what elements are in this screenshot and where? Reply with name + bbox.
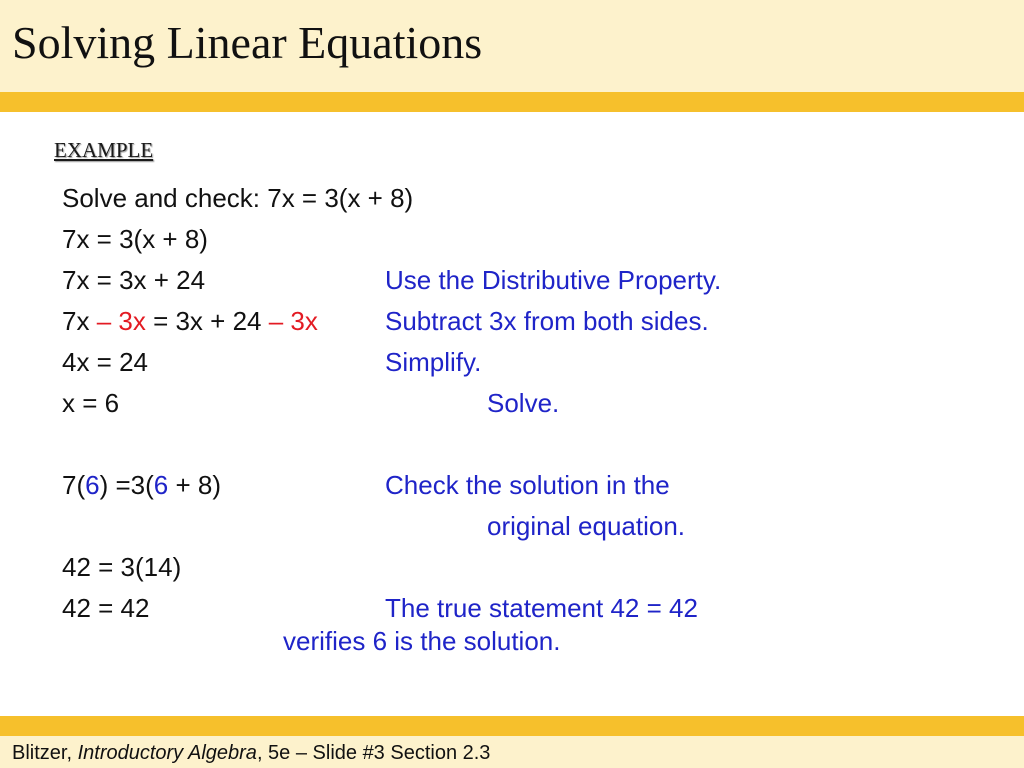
check-line-1 [62, 469, 221, 501]
step-note-solve: Solve. [487, 388, 560, 418]
step-note-simplify: Simplify. [385, 347, 482, 377]
equation-line-2: 7x = 3x + 24 [62, 265, 206, 295]
equation-part: = 3x + 24 [145, 306, 269, 336]
footer-slide-info: , 5e – Slide #3 Section 2.3 [256, 742, 491, 764]
footer-accent-bar [0, 716, 1024, 736]
step-note-true-statement: The true statement 42 = 42 [385, 593, 698, 623]
footer-citation [12, 742, 490, 765]
equation-part: 7( [62, 470, 86, 500]
step-note-verifies: verifies 6 is the solution. [283, 626, 561, 656]
footer-book-title: Introductory Algebra [77, 742, 257, 764]
step-note-subtract: Subtract 3x from both sides. [385, 306, 709, 336]
equation-part: ) =3( [99, 470, 154, 500]
example-label: EXAMPLE [54, 138, 154, 162]
subtract-term: – 3x [96, 306, 146, 336]
check-line-3: 42 = 42 [62, 593, 150, 623]
equation-part: 7x [62, 306, 97, 336]
header-accent-bar [0, 92, 1024, 112]
problem-statement: Solve and check: 7x = 3(x + 8) [62, 183, 414, 213]
equation-part: + 8) [168, 470, 221, 500]
equation-line-5: x = 6 [62, 388, 120, 418]
footer-author: Blitzer, [12, 742, 78, 764]
step-note-check: Check the solution in the [385, 470, 670, 500]
substituted-value: 6 [153, 470, 169, 500]
step-note-original: original equation. [487, 511, 686, 541]
step-note-distributive: Use the Distributive Property. [385, 265, 722, 295]
equation-line-4: 4x = 24 [62, 347, 149, 377]
equation-line-1: 7x = 3(x + 8) [62, 224, 208, 254]
substituted-value: 6 [85, 470, 100, 500]
check-line-2: 42 = 3(14) [62, 552, 182, 582]
equation-line-3 [62, 305, 318, 337]
subtract-term: – 3x [268, 306, 318, 336]
slide-title: Solving Linear Equations [12, 17, 483, 68]
